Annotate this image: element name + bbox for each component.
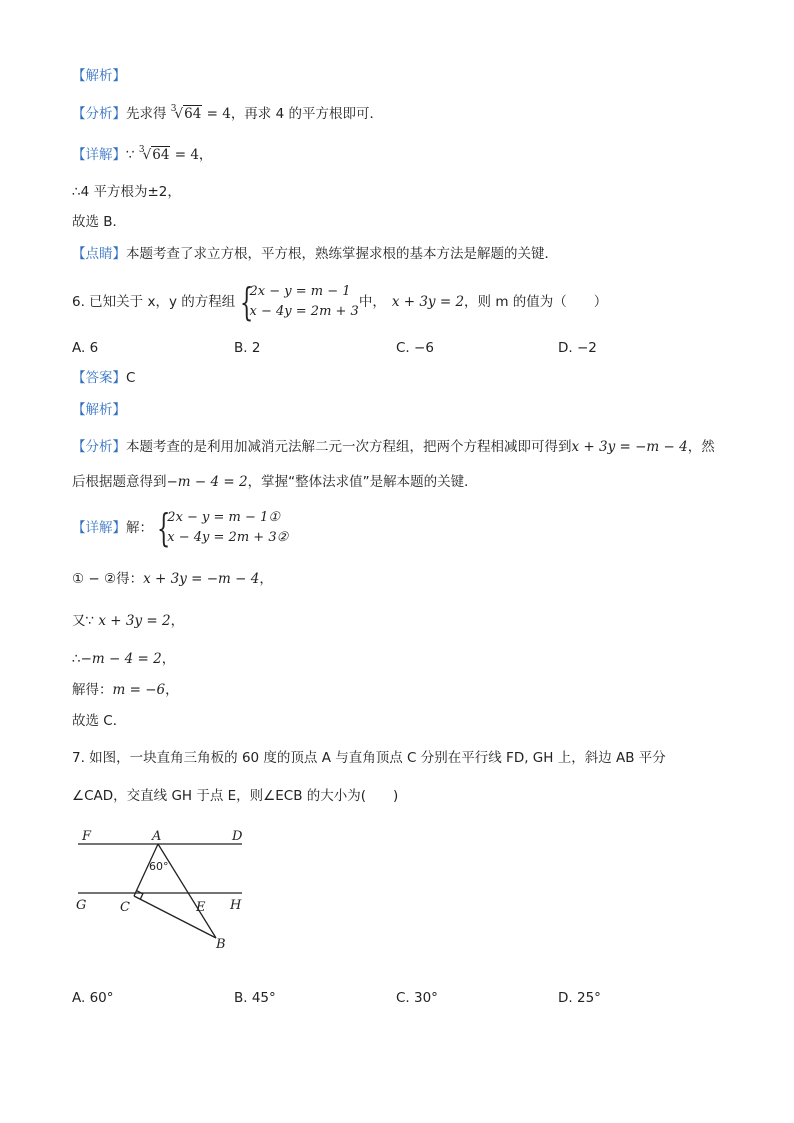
q5-choice-line: 故选 B． <box>72 214 127 230</box>
q6-detail-system: 【详解】解： { 2x − y = m − 1① x − 4y = 2m + 3② <box>72 506 289 550</box>
answer-tag: 【答案】 <box>72 370 126 386</box>
q6-option-c: C. −6 <box>396 340 434 356</box>
cube-root: $^3$√64 <box>170 104 202 122</box>
q6-option-a: A. 6 <box>72 340 99 356</box>
label-f: F <box>82 829 92 844</box>
q7-option-d: D. 25° <box>558 990 601 1006</box>
q6-analysis-heading: 【解析】 <box>72 402 126 418</box>
q6-option-b: B. 2 <box>234 340 261 356</box>
q5-analysis-post: ，再求 4 的平方根即可． <box>230 106 383 122</box>
q6-analysis-line1: 【分析】本题考查的是利用加减消元法解二元一次方程组，把两个方程相减即可得到x + 3y = −m − 4，然 <box>72 439 715 455</box>
q5-detail-line: 【详解】∵ $^3$√64 = 4， <box>72 145 212 167</box>
comment-tag: 【点睛】 <box>72 246 126 262</box>
q6-detail-equation-system: { 2x − y = m − 1① x − 4y = 2m + 3② <box>157 506 289 550</box>
q5-analysis-line: 【分析】先求得 $^3$√64 = 4，再求 4 的平方根即可． <box>72 104 383 126</box>
q6-step4: 解得：m = −6， <box>72 682 179 698</box>
q7-geometry-figure <box>70 822 260 957</box>
q7-option-a: A. 60° <box>72 990 114 1006</box>
label-d: D <box>232 829 243 844</box>
q6-step2: 又∵ x + 3y = 2， <box>72 613 185 629</box>
q7-option-b: B. 45° <box>234 990 276 1006</box>
label-c: C <box>120 900 130 915</box>
q5-step-line: ∴4 平方根为±2， <box>72 184 181 200</box>
q6-stem: 6. 已知关于 x，y 的方程组 { 2x − y = m − 1 x − 4y = 2m + 3 中， x + 3y = 2，则 m 的值为（ ） <box>72 280 608 324</box>
q7-stem-line1: 7. 如图，一块直角三角板的 60 度的顶点 A 与直角顶点 C 分别在平行线 FD, GH 上，斜边 AB 平分 <box>72 750 666 766</box>
analysis-heading: 【解析】 <box>72 68 126 84</box>
q6-step1: ① − ②得：x + 3y = −m − 4， <box>72 571 273 587</box>
label-a: A <box>152 829 162 844</box>
analysis-tag: 【分析】 <box>72 106 126 122</box>
q6-option-d: D. −2 <box>558 340 597 356</box>
angle-label-60: 60° <box>149 860 169 873</box>
q6-step5: 故选 C． <box>72 713 127 729</box>
label-g: G <box>76 898 87 913</box>
q7-option-c: C. 30° <box>396 990 438 1006</box>
label-h: H <box>230 898 242 913</box>
detail-tag: 【详解】 <box>72 147 126 163</box>
q6-equation-system: { 2x − y = m − 1 x − 4y = 2m + 3 <box>239 280 359 324</box>
q6-answer-value: C <box>126 370 136 386</box>
q6-analysis-line2: 后根据题意得到−m − 4 = 2，掌握“整体法求值”是解本题的关键． <box>72 474 478 490</box>
q7-stem-line2: ∠CAD，交直线 GH 于点 E，则∠ECB 的大小为( ) <box>72 788 399 804</box>
cube-root-2: $^3$√64 <box>138 145 170 163</box>
label-e: E <box>196 900 206 915</box>
q6-step3: ∴−m − 4 = 2， <box>72 651 176 667</box>
q5-comment-line: 【点睛】本题考查了求立方根，平方根，熟练掌握求根的基本方法是解题的关键． <box>72 246 558 262</box>
segment-ab <box>158 844 216 938</box>
q5-analysis-pre: 先求得 <box>126 106 167 122</box>
q6-answer-line <box>72 368 135 388</box>
label-b: B <box>216 937 226 952</box>
